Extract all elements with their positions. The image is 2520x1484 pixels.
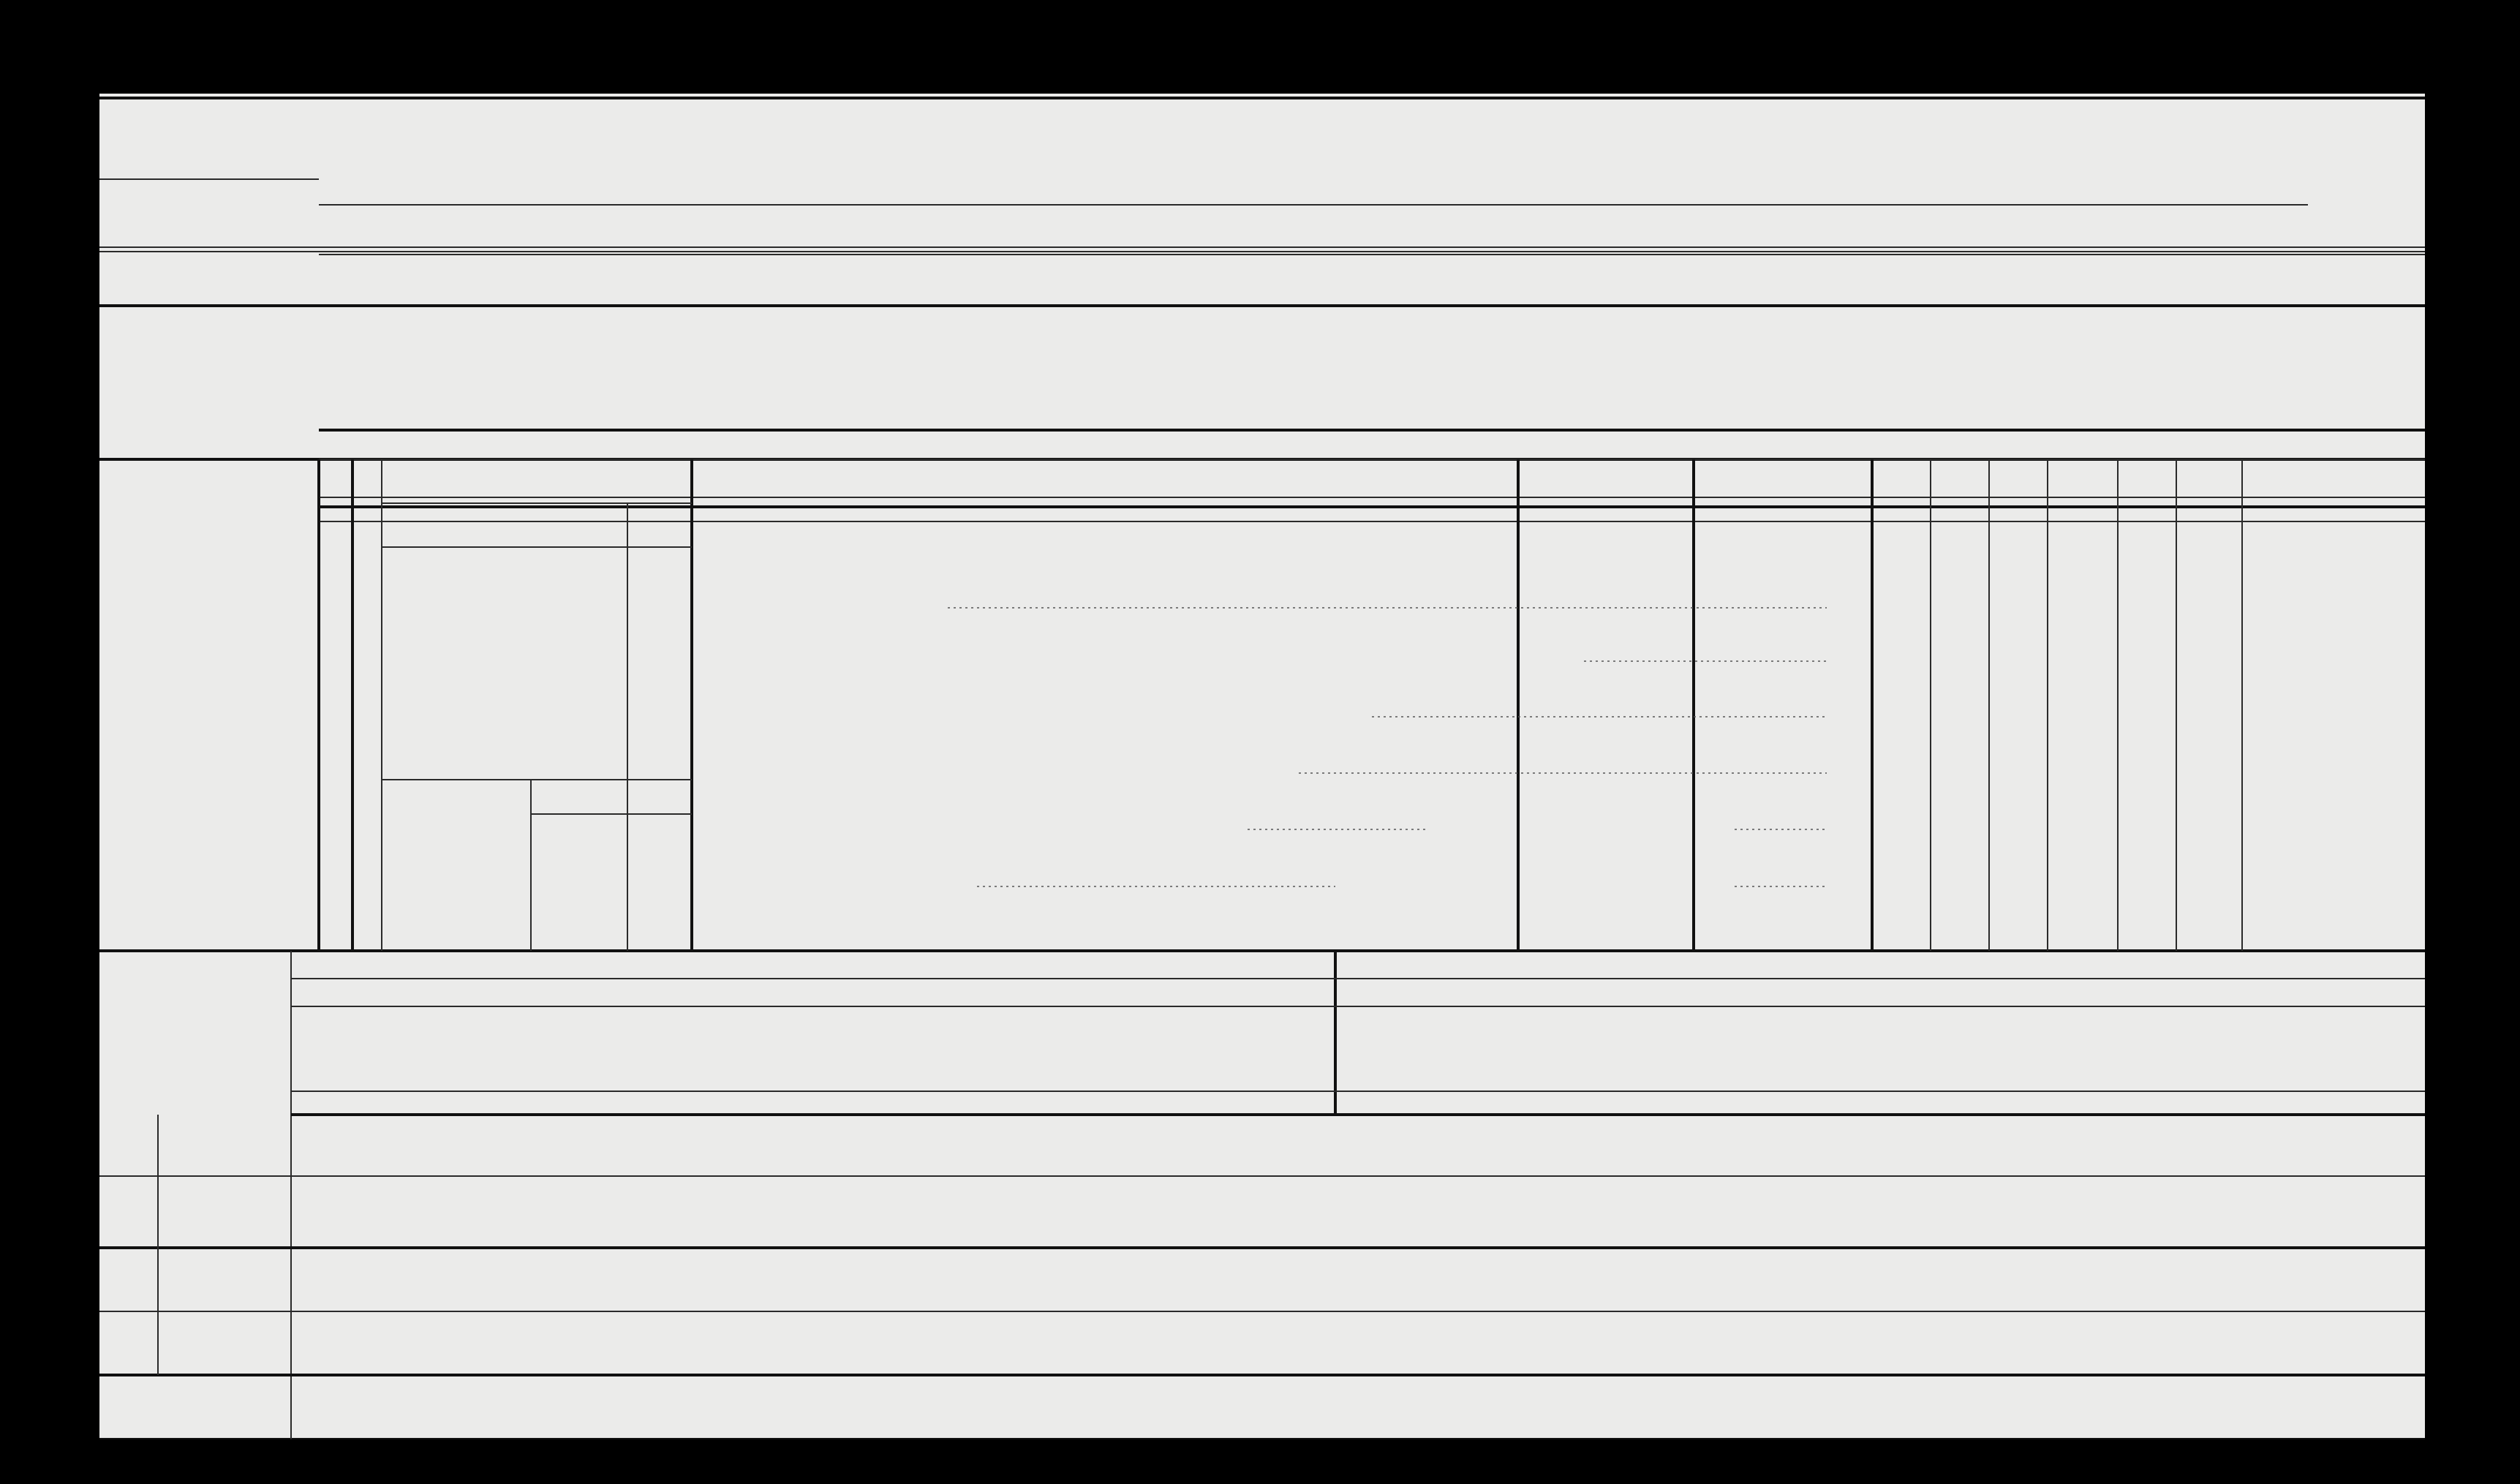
form-grid <box>99 98 2425 1439</box>
rent-lease-block <box>99 951 2425 1439</box>
census-card-sheet <box>99 94 2425 1439</box>
trade-block <box>382 459 692 951</box>
census-card-form <box>99 94 2425 1439</box>
